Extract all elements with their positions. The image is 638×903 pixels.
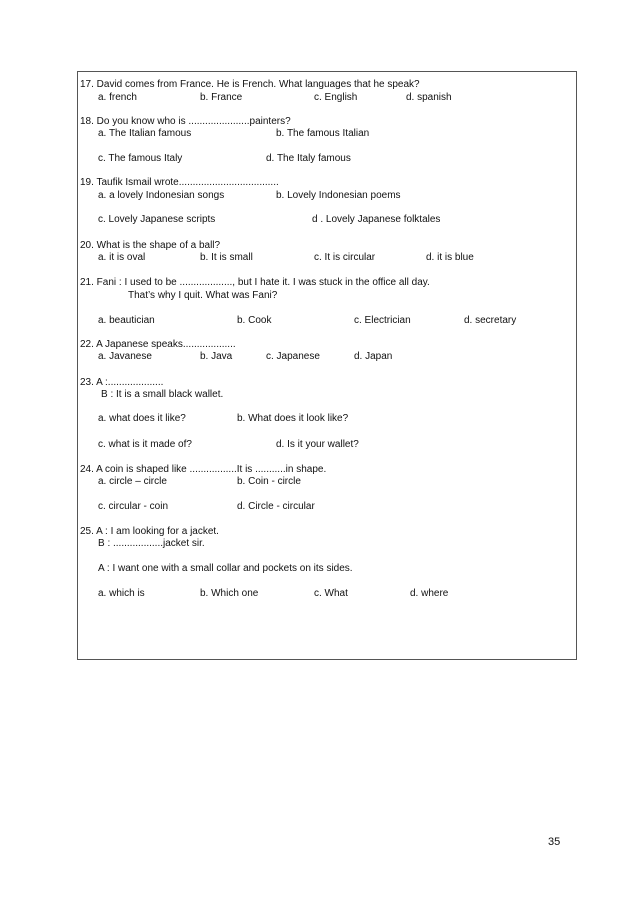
q23-option-a: a. what does it like? [98, 413, 186, 424]
q17-option-c: c. English [314, 92, 358, 103]
q19-option-c: c. Lovely Japanese scripts [98, 214, 216, 225]
q18-option-b: b. The famous Italian [276, 128, 370, 139]
q21-option-c: c. Electrician [354, 315, 411, 326]
q17-stem: 17. David comes from France. He is French. What languages that he speak? [80, 79, 420, 90]
q22-option-c: c. Japanese [266, 351, 320, 362]
q22-option-a: a. Javanese [98, 351, 152, 362]
q25-option-b: b. Which one [200, 588, 259, 599]
q18-option-d: d. The Italy famous [266, 153, 351, 164]
q24-stem: 24. A coin is shaped like .................It is ...........in shape. [80, 464, 327, 475]
q19-option-a: a. a lovely Indonesian songs [98, 190, 225, 201]
q20-option-a: a. it is oval [98, 252, 146, 263]
q25-stem: 25. A : I am looking for a jacket. [80, 526, 219, 537]
q23-option-d: d. Is it your wallet? [276, 439, 359, 450]
q25-stem-line3: A : I want one with a small collar and pockets on its sides. [98, 563, 353, 574]
q19-option-d: d . Lovely Japanese folktales [312, 214, 441, 225]
q23-stem-continued: B : It is a small black wallet. [101, 389, 224, 400]
q24-option-a: a. circle – circle [98, 476, 167, 487]
q22-option-d: d. Japan [354, 351, 393, 362]
q21-option-d: d. secretary [464, 315, 517, 326]
q23-option-c: c. what is it made of? [98, 439, 192, 450]
q25-option-c: c. What [314, 588, 348, 599]
q20-option-d: d. it is blue [426, 252, 474, 263]
q21-option-b: b. Cook [237, 315, 272, 326]
q19-stem: 19. Taufik Ismail wrote.................................... [80, 177, 279, 188]
q24-option-d: d. Circle - circular [237, 501, 315, 512]
q25-stem-continued: B : ..................jacket sir. [98, 538, 205, 549]
q20-stem: 20. What is the shape of a ball? [80, 240, 221, 251]
q23-option-b: b. What does it look like? [237, 413, 349, 424]
q18-option-c: c. The famous Italy [98, 153, 183, 164]
q24-option-c: c. circular - coin [98, 501, 169, 512]
q22-option-b: b. Java [200, 351, 233, 362]
q21-option-a: a. beautician [98, 315, 155, 326]
q23-stem: 23. A :.................... [80, 377, 164, 388]
q17-option-d: d. spanish [406, 92, 452, 103]
q22-stem: 22. A Japanese speaks................... [80, 339, 236, 350]
page-number: 35 [548, 836, 561, 848]
q20-option-b: b. It is small [200, 252, 253, 263]
q18-stem: 18. Do you know who is ......................painters? [80, 116, 291, 127]
q17-option-b: b. France [200, 92, 243, 103]
q25-option-d: d. where [410, 588, 449, 599]
q21-stem: 21. Fani : I used to be ..................., but I hate it. I was stuck in the office all day. [80, 277, 430, 288]
q18-option-a: a. The Italian famous [98, 128, 192, 139]
q25-option-a: a. which is [98, 588, 145, 599]
q19-option-b: b. Lovely Indonesian poems [276, 190, 401, 201]
q24-option-b: b. Coin - circle [237, 476, 301, 487]
q20-option-c: c. It is circular [314, 252, 376, 263]
q17-option-a: a. french [98, 92, 137, 103]
q21-stem-continued: That’s why I quit. What was Fani? [128, 290, 278, 301]
